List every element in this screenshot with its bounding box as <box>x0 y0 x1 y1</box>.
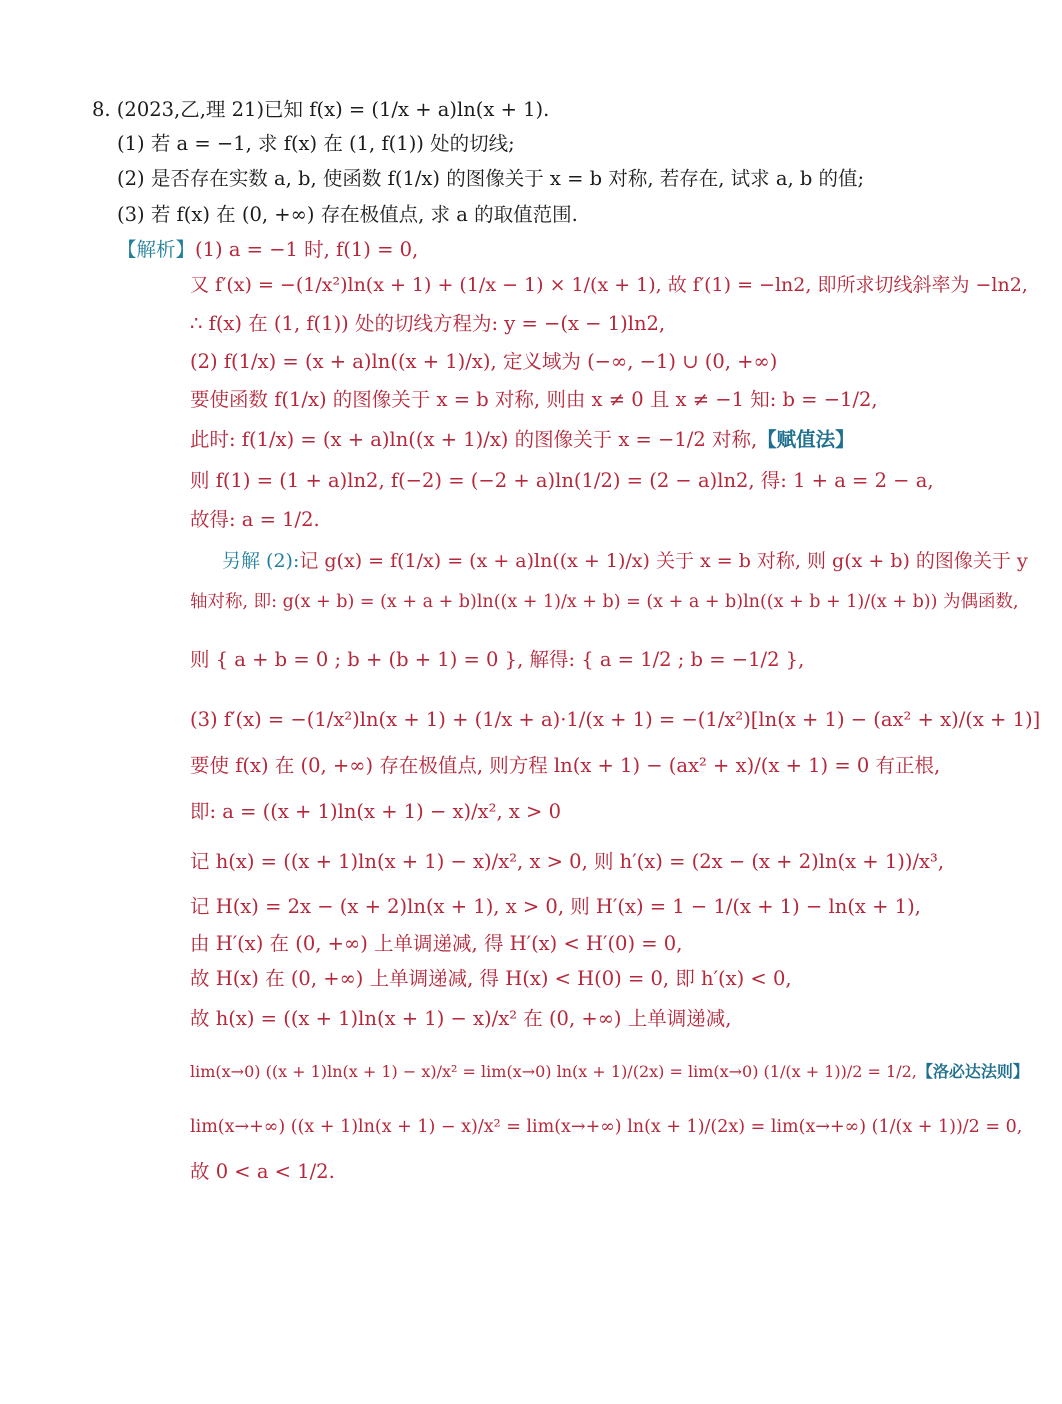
part3-line-h: 记 h(x) = ((x + 1)ln(x + 1) − x)/x², x > 0, 则 h′(x) = (2x − (x + 2)ln(x + 1))/x³, <box>190 850 945 873</box>
part3-line-conclusion: 故 0 < a < 1/2. <box>190 1160 335 1183</box>
problem-part-2: (2) 是否存在实数 a, b, 使函数 f(1/x) 的图像关于 x = b 对称, 若存在, 试求 a, b 的值; <box>117 167 865 190</box>
problem-header: 8. (2023,乙,理 21)已知 f(x) = (1/x + a)ln(x + 1). <box>92 98 550 121</box>
hint-lhopital-rule: 【洛必达法则】 <box>916 1062 1029 1081</box>
solution-first-row <box>117 236 418 264</box>
solution-line-derivative: 又 f′(x) = −(1/x²)ln(x + 1) + (1/x − 1) × 1/(x + 1), 故 f′(1) = −ln2, 即所求切线斜率为 −ln2, <box>190 274 1028 296</box>
part3-line-limit-zero: lim(x→0) ((x + 1)ln(x + 1) − x)/x² = lim(x→0) ln(x + 1)/(2x) = lim(x→0) (1/(x + 1))/2 = 1/2, <box>190 1062 917 1081</box>
solution-line-symmetry: 要使函数 f(1/x) 的图像关于 x = b 对称, 则由 x ≠ 0 且 x ≠ −1 知: b = −1/2, <box>190 388 878 411</box>
solution-line-assign: 此时: f(1/x) = (x + a)ln((x + 1)/x) 的图像关于 x = −1/2 对称, <box>190 428 758 451</box>
part3-line-limit-infinity: lim(x→+∞) ((x + 1)ln(x + 1) − x)/x² = lim(x→+∞) ln(x + 1)/(2x) = lim(x→+∞) (1/(x + 1))/2 = 0, <box>190 1117 1023 1137</box>
solution-line-result-a: 故得: a = 1/2. <box>190 508 320 531</box>
alt-solution-label: 另解 (2): <box>222 550 300 572</box>
part3-line-derivative: (3) f′(x) = −(1/x²)ln(x + 1) + (1/x + a)·1/(x + 1) = −(1/x²)[ln(x + 1) − (ax² + x)/(x + 1)] <box>190 708 1041 731</box>
part3-line-Hprime: 由 H′(x) 在 (0, +∞) 上单调递减, 得 H′(x) < H′(0) = 0, <box>190 932 683 955</box>
problem-part-3: (3) 若 f(x) 在 (0, +∞) 存在极值点, 求 a 的取值范围. <box>117 203 578 226</box>
solution-line-tangent: ∴ f(x) 在 (1, f(1)) 处的切线方程为: y = −(x − 1)ln2, <box>190 312 666 335</box>
alt-line-system: 则 { a + b = 0 ; b + (b + 1) = 0 }, 解得: { a = 1/2 ; b = −1/2 }, <box>190 648 805 671</box>
alt-line-1: 记 g(x) = f(1/x) = (x + a)ln((x + 1)/x) 关于 x = b 对称, 则 g(x + b) 的图像关于 y <box>299 550 1028 572</box>
part3-limit-zero-row <box>190 1058 1029 1086</box>
solution-part-1-line: (1) a = −1 时, f(1) = 0, <box>195 238 419 261</box>
part3-line-separate: 即: a = ((x + 1)ln(x + 1) − x)/x², x > 0 <box>190 800 562 823</box>
alt-line-2: 轴对称, 即: g(x + b) = (x + a + b)ln((x + 1)/x + b) = (x + a + b)ln((x + b + 1)/(x + b)) 为偶函数, <box>190 592 1019 612</box>
solution-line-assign-row <box>190 426 855 454</box>
part3-line-H: 记 H(x) = 2x − (x + 2)ln(x + 1), x > 0, 则 H′(x) = 1 − 1/(x + 1) − ln(x + 1), <box>190 895 921 918</box>
part3-line-hdecreasing: 故 h(x) = ((x + 1)ln(x + 1) − x)/x² 在 (0, +∞) 上单调递减, <box>190 1007 732 1030</box>
alt-solution-row <box>222 547 1028 575</box>
part3-line-condition: 要使 f(x) 在 (0, +∞) 存在极值点, 则方程 ln(x + 1) − (ax² + x)/(x + 1) = 0 有正根, <box>190 754 941 777</box>
part3-line-Hdecreasing: 故 H(x) 在 (0, +∞) 上单调递减, 得 H(x) < H(0) = 0, 即 h′(x) < 0, <box>190 967 792 990</box>
problem-part-1: (1) 若 a = −1, 求 f(x) 在 (1, f(1)) 处的切线; <box>117 132 515 155</box>
solution-line-values: 则 f(1) = (1 + a)ln2, f(−2) = (−2 + a)ln(1/2) = (2 − a)ln2, 得: 1 + a = 2 − a, <box>190 469 934 492</box>
solution-line-part2: (2) f(1/x) = (x + a)ln((x + 1)/x), 定义域为 (−∞, −1) ∪ (0, +∞) <box>190 350 778 373</box>
hint-assign-method: 【赋值法】 <box>757 428 855 451</box>
solution-tag: 【解析】 <box>117 238 196 261</box>
